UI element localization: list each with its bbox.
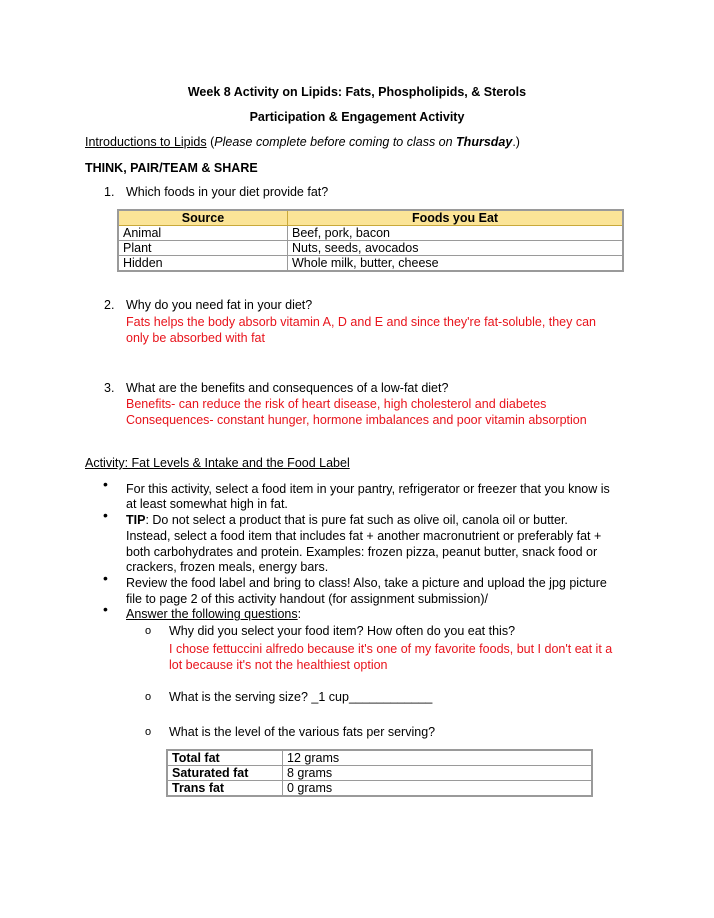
intro-link[interactable]: Introductions to Lipids	[85, 135, 207, 149]
circle-bullet-icon: o	[145, 726, 152, 738]
table-cell: Nuts, seeds, avocados	[288, 241, 624, 256]
q3-answer-line1: Benefits- can reduce the risk of heart disease, high cholesterol and diabetes	[126, 397, 547, 411]
q1-text: Which foods in your diet provide fat?	[126, 185, 329, 199]
table-cell: 12 grams	[283, 750, 593, 766]
bullet4-colon: :	[297, 607, 302, 621]
table-row	[118, 256, 623, 272]
activity-heading: Activity: Fat Levels & Intake and the Food Label	[85, 456, 350, 470]
document-title: Week 8 Activity on Lipids: Fats, Phospholipids, & Sterols	[187, 85, 527, 99]
intro-end: .)	[512, 135, 520, 149]
circle-bullet-icon: o	[145, 691, 152, 703]
q2-answer-line2: only be absorbed with fat	[126, 331, 265, 345]
table-row	[167, 766, 592, 781]
bullet4-line	[126, 606, 301, 622]
intro-open-paren: (	[206, 135, 215, 149]
q2-text: Why do you need fat in your diet?	[126, 298, 313, 312]
sub1-answer-line2: lot because it's not the healthiest option	[169, 658, 388, 672]
q3-text: What are the benefits and consequences of a low-fat diet?	[126, 381, 449, 395]
intro-line	[85, 134, 520, 150]
bullet2-line1-text: : Do not select a product that is pure fat such as olive oil, canola oil or butter.	[145, 513, 568, 527]
intro-day: Thursday	[456, 135, 513, 149]
q2-number: 2.	[104, 298, 115, 312]
bullet3-line1: Review the food label and bring to class! Also, take a picture and upload the jpg picture	[126, 576, 607, 590]
table-cell: Plant	[118, 241, 288, 256]
table-cell: 0 grams	[283, 781, 593, 797]
table-cell: Saturated fat	[167, 766, 283, 781]
bullet2-line3: both carbohydrates and protein. Examples: frozen pizza, peanut butter, snack food or	[126, 545, 598, 559]
table-row	[118, 226, 623, 241]
bullet-icon: •	[103, 476, 108, 492]
q1-number: 1.	[104, 185, 115, 199]
tip-label: TIP	[126, 513, 146, 527]
q2-answer-line1: Fats helps the body absorb vitamin A, D and E and since they're fat-soluble, they can	[126, 315, 597, 329]
table-header-source: Source	[118, 210, 288, 226]
q3-number: 3.	[104, 381, 115, 395]
table-row	[167, 750, 592, 766]
sub1-answer-line1: I chose fettuccini alfredo because it's one of my favorite foods, but I don't eat it a	[169, 642, 613, 656]
bullet-icon: •	[103, 570, 108, 586]
q3-answer-line2: Consequences- constant hunger, hormone imbalances and poor vitamin absorption	[126, 413, 587, 427]
fat-levels-table	[166, 749, 593, 797]
table-header-foods: Foods you Eat	[288, 210, 624, 226]
table-cell: Trans fat	[167, 781, 283, 797]
table-cell: Whole milk, butter, cheese	[288, 256, 624, 272]
sub3-question: What is the level of the various fats per serving?	[169, 725, 436, 739]
table-cell: Animal	[118, 226, 288, 241]
bullet-icon: •	[103, 601, 108, 617]
bullet1-line2: at least somewhat high in fat.	[126, 497, 288, 511]
sub1-question: Why did you select your food item? How often do you eat this?	[169, 624, 516, 638]
table-cell: Beef, pork, bacon	[288, 226, 624, 241]
intro-note: Please complete before coming to class on	[214, 135, 457, 149]
table-row	[118, 241, 623, 256]
table-cell: Total fat	[167, 750, 283, 766]
bullet1-line1: For this activity, select a food item in your pantry, refrigerator or freezer that you know is	[126, 482, 610, 496]
section-heading: THINK, PAIR/TEAM & SHARE	[85, 161, 258, 175]
document-subtitle: Participation & Engagement Activity	[249, 110, 465, 124]
bullet2-line4: crackers, frozen meals, energy bars.	[126, 560, 329, 574]
circle-bullet-icon: o	[145, 625, 152, 637]
bullet-icon: •	[103, 507, 108, 523]
bullet2-line2: Instead, select a food item that includes fat + another macronutrient or preferably fat +	[126, 529, 602, 543]
table-row	[167, 781, 592, 797]
bullet4-text: Answer the following questions	[126, 607, 298, 621]
bullet3-line2: file to page 2 of this activity handout (for assignment submission)/	[126, 592, 488, 606]
table-cell: 8 grams	[283, 766, 593, 781]
table-cell: Hidden	[118, 256, 288, 272]
bullet2-line1	[126, 512, 568, 528]
sub2-question: What is the serving size? _1 cup____________	[169, 690, 433, 704]
fat-sources-table	[117, 209, 624, 272]
